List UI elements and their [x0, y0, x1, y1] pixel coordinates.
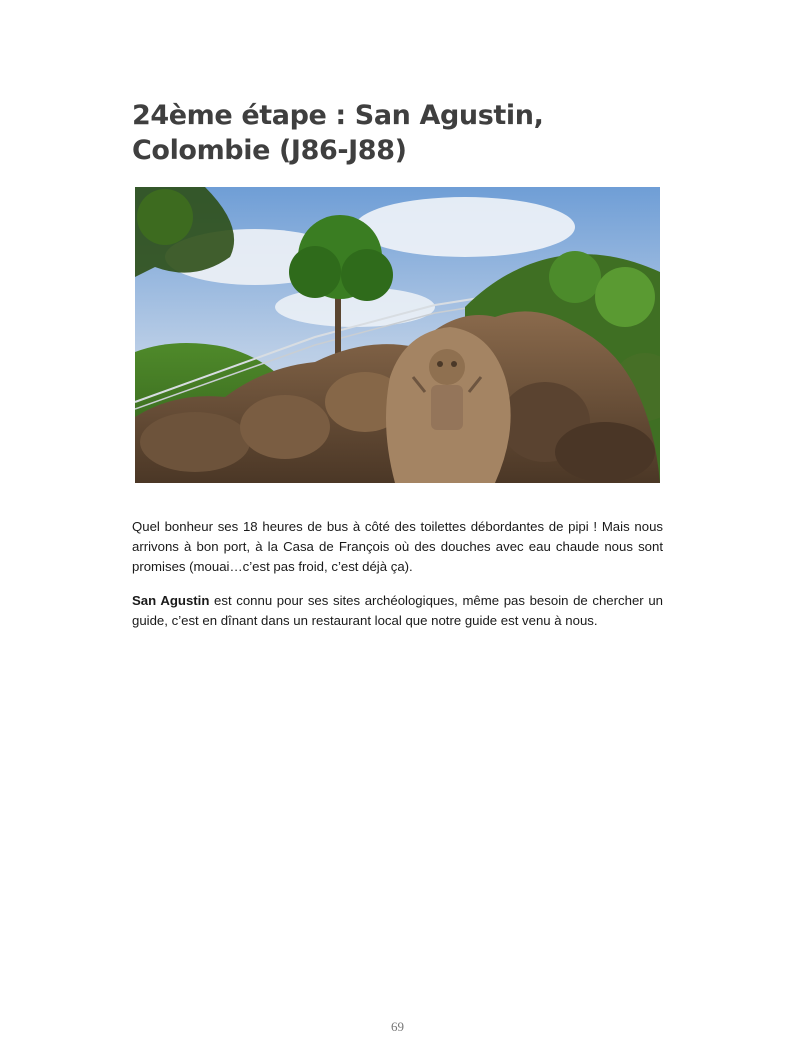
- paragraph-2-text: est connu pour ses sites archéologiques, même pas besoin de chercher un guide, c’est en dînant dans un restaurant local que notre guide est venu à nous.: [132, 593, 663, 628]
- archaeological-site-photo: [135, 187, 660, 483]
- paragraph-2-bold: San Agustin: [132, 593, 210, 608]
- page-number: 69: [391, 1019, 404, 1034]
- paragraph-1: Quel bonheur ses 18 heures de bus à côté des toilettes débordantes de pipi ! Mais nous arrivons à bon port, à la Casa de François où des douches avec eau chaude nous sont promises (mouai…c’est pas froid, c’est déjà ça).: [132, 519, 663, 574]
- paragraph-2: [132, 591, 663, 631]
- page-title: 24ème étape : San Agustin, Colombie (J86-J88): [132, 100, 544, 166]
